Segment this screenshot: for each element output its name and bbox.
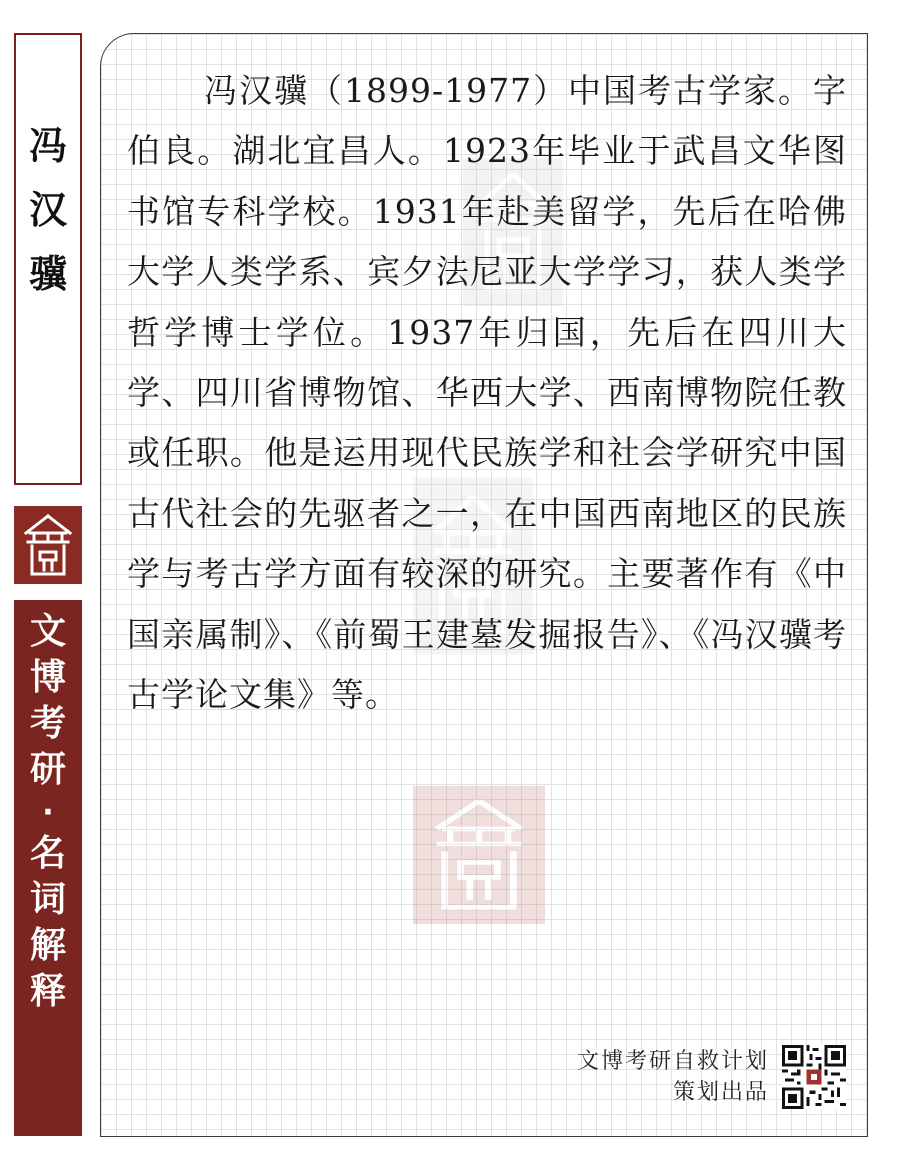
term-title-box [14, 33, 82, 485]
qr-code-icon[interactable] [782, 1045, 846, 1109]
entry-body-text: 冯汉骥（1899-1977）中国考古学家。字伯良。湖北宜昌人。1923年毕业于武昌文华图书馆专科学校。1931年赴美留学，先后在哈佛大学人类学系、宾夕法尼亚大学学习，获人类学哲学博士学位。1937年归国，先后在四川大学、四川省博物馆、华西大学、西南博物院任教或任职。他是运用现代民族学和社会学研究中国古代社会的先驱者之一，在中国西南地区的民族学与考古学方面有较深的研究。主要著作有《中国亲属制》、《前蜀王建墓发掘报告》、《冯汉骥考古学论文集》等。 [127, 71, 847, 715]
series-title-char: 词 [29, 879, 66, 920]
series-title-char: 文 [29, 611, 66, 652]
series-title-char: 名 [29, 833, 66, 874]
series-title-char: 释 [29, 971, 66, 1012]
series-title-char: 博 [29, 657, 66, 698]
series-title-char: 考 [29, 703, 66, 744]
series-title-separator: · [42, 795, 54, 830]
grid-paper-card [100, 33, 868, 1137]
term-title-char: 骥 [28, 252, 67, 296]
footer-credit-line1: 文博考研自救计划 [576, 1049, 769, 1074]
series-title-box [14, 600, 82, 1136]
watermark-seal-icon [413, 786, 545, 924]
term-title-char: 汉 [28, 188, 67, 232]
series-title-char: 解 [29, 925, 66, 966]
term-title-char: 冯 [28, 124, 67, 168]
footer-credit [577, 1046, 769, 1108]
museum-seal-icon [14, 506, 82, 584]
footer-credit-line2: 策划出品 [672, 1080, 769, 1105]
series-title-char: 研 [29, 749, 66, 790]
